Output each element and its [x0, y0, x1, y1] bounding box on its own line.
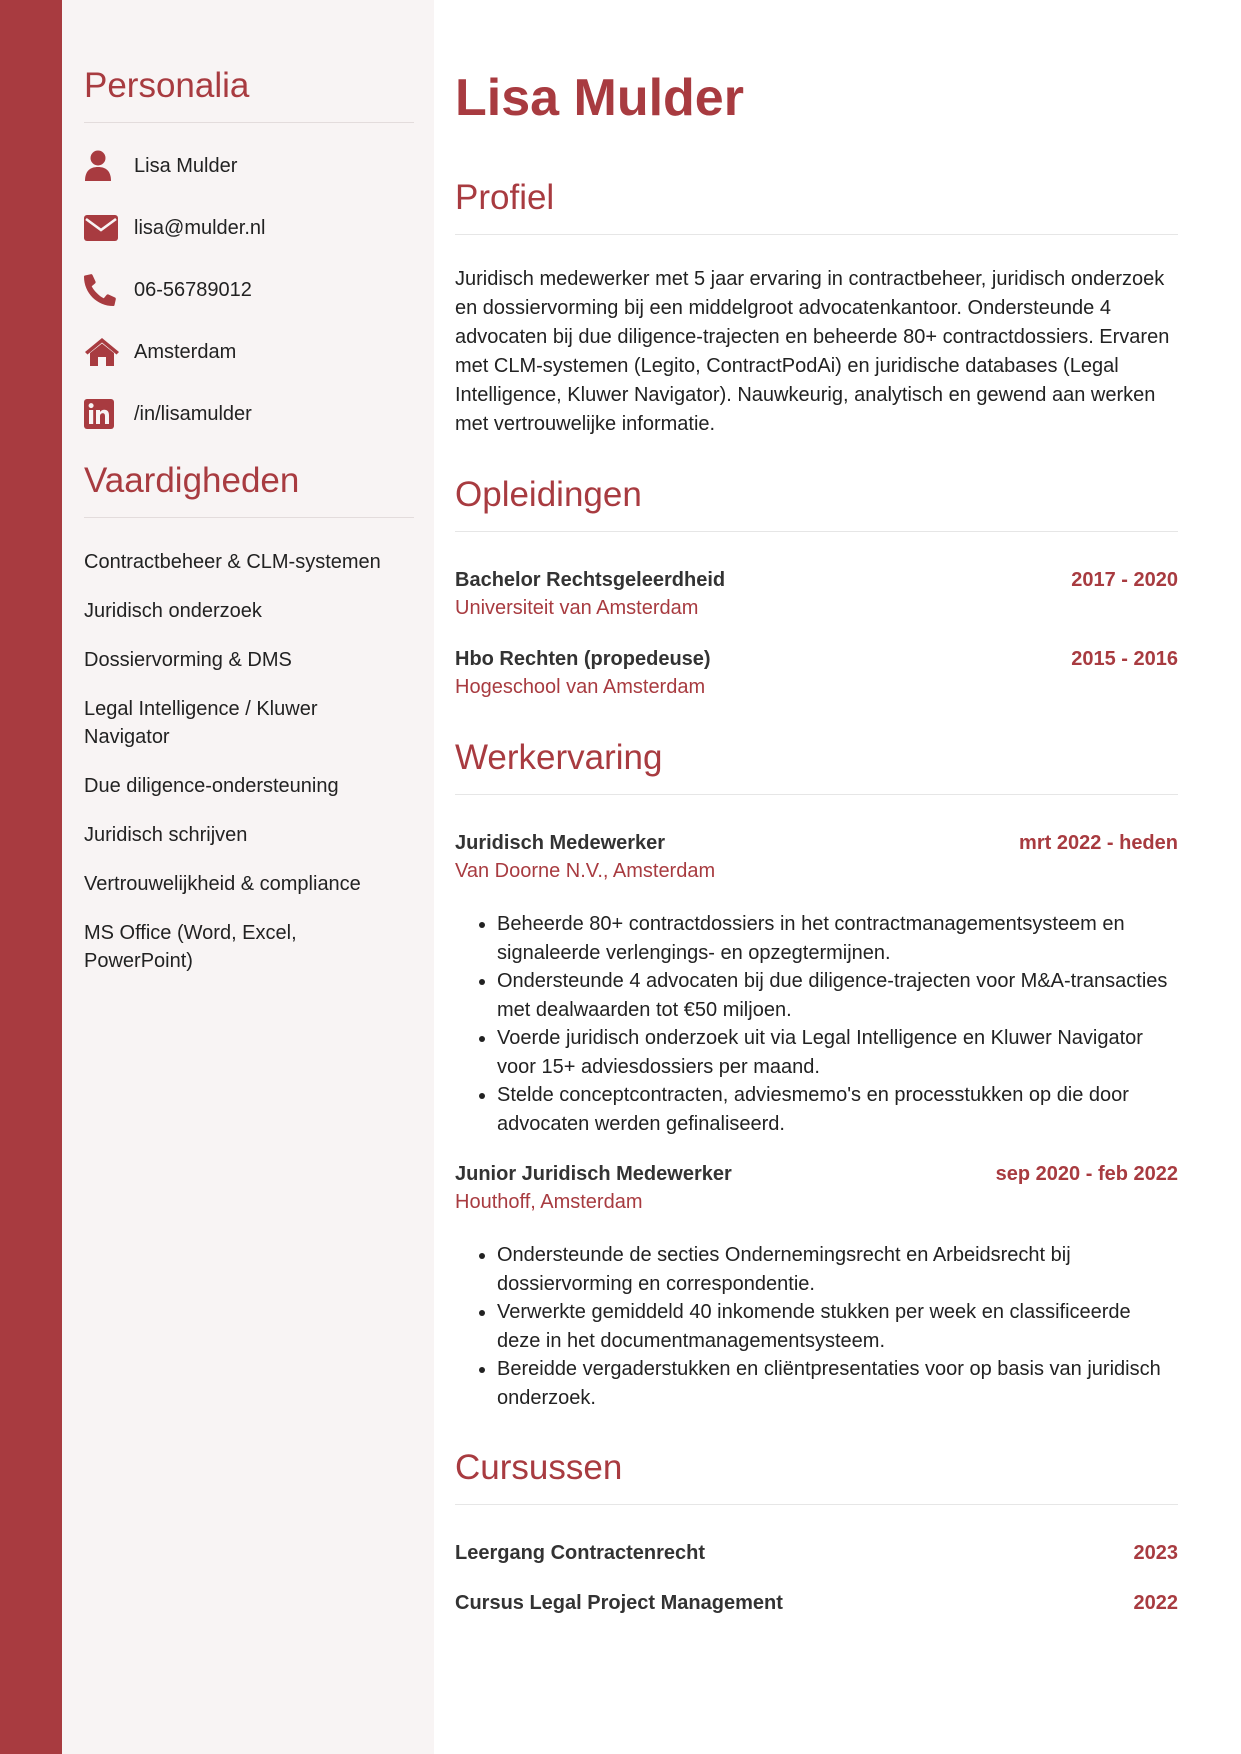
- courses-heading: Cursussen: [455, 1446, 1178, 1505]
- bullet-item: • Ondersteunde de secties Ondernemingsrecht en Arbeidsrecht bij dossiervorming en correspondentie.: [497, 1241, 1178, 1298]
- education-institution: Universiteit van Amsterdam: [455, 597, 699, 619]
- contact-linkedin[interactable]: [84, 397, 414, 431]
- contact-name: [84, 149, 414, 183]
- bullet-item: • Bereidde vergaderstukken en cliëntpresentaties voor op basis van juridisch onderzoek.: [497, 1355, 1178, 1412]
- accent-bar: [0, 0, 62, 1754]
- education-date: 2017 - 2020: [1071, 569, 1178, 591]
- contact-phone[interactable]: [84, 273, 414, 307]
- contact-email-text: lisa@mulder.nl: [134, 216, 266, 239]
- job-employer: Houthoff, Amsterdam: [455, 1191, 643, 1213]
- course-date: 2022: [1133, 1592, 1178, 1614]
- skill-item: Juridisch schrijven: [84, 824, 248, 846]
- job-date: sep 2020 - feb 2022: [995, 1163, 1178, 1185]
- skills-heading: Vaardigheden: [84, 459, 414, 518]
- skill-item: Vertrouwelijkheid & compliance: [84, 873, 361, 895]
- course-date: 2023: [1133, 1542, 1178, 1564]
- job-employer: Van Doorne N.V., Amsterdam: [455, 860, 716, 882]
- skill-item: Juridisch onderzoek: [84, 600, 262, 622]
- linkedin-icon: [84, 397, 120, 431]
- personalia-heading: Personalia: [84, 64, 414, 123]
- education-title: Hbo Rechten (propedeuse): [455, 648, 711, 670]
- bullet-item: • Ondersteunde 4 advocaten bij due diligence-trajecten voor M&A-transacties met dealwaarden tot €50 miljoen.: [497, 967, 1178, 1024]
- contact-email[interactable]: [84, 211, 414, 245]
- job-title: Juridisch Medewerker: [455, 832, 666, 854]
- job-date: mrt 2022 - heden: [1019, 832, 1178, 854]
- skill-item: MS Office (Word, Excel, PowerPoint): [84, 922, 297, 972]
- profile-text: Juridisch medewerker met 5 jaar ervaring in contractbeheer, juridisch onderzoek en dossiervorming bij een middelgroot advocatenkantoor. Ondersteunde 4 advocaten bij due diligence-trajecten en beheerde 80+ contractdossiers. Ervaren met CLM-systemen (Legito, ContractPodAi) en juridische databases (Legal Intelligence, Kluwer Navigator). Nauwkeurig, analytisch en gewend aan werken met vertrouwelijke informatie.: [455, 268, 1170, 435]
- skill-item: Legal Intelligence / Kluwer Navigator: [84, 698, 318, 748]
- course-title: Cursus Legal Project Management: [455, 1592, 783, 1614]
- education-heading: Opleidingen: [455, 473, 1178, 532]
- job-bullets: [455, 910, 1178, 1138]
- education-entry: [455, 566, 1178, 623]
- skill-item: Contractbeheer & CLM-systemen: [84, 551, 381, 573]
- education-institution: Hogeschool van Amsterdam: [455, 676, 706, 698]
- job-title: Junior Juridisch Medewerker: [455, 1163, 732, 1185]
- phone-icon: [84, 273, 120, 307]
- contact-location: [84, 335, 414, 369]
- course-title: Leergang Contractenrecht: [455, 1542, 706, 1564]
- course-entry: [455, 1539, 1178, 1567]
- candidate-name: Lisa Mulder: [455, 69, 744, 127]
- bullet-item: • Verwerkte gemiddeld 40 inkomende stukken per week en classificeerde deze in het documentmanagementsysteem.: [497, 1298, 1178, 1355]
- main-content: [455, 0, 1178, 1754]
- contact-phone-text: 06-56789012: [134, 278, 252, 301]
- job-bullets: [455, 1241, 1178, 1412]
- user-icon: [84, 149, 120, 183]
- bullet-item: • Stelde conceptcontracten, adviesmemo's en processtukken op die door advocaten werden gefinaliseerd.: [497, 1081, 1178, 1138]
- bullet-item: • Beheerde 80+ contractdossiers in het contractmanagementsysteem en signaleerde verlengings- en opzegtermijnen.: [497, 910, 1178, 967]
- profile-heading: Profiel: [455, 176, 1178, 235]
- education-title: Bachelor Rechtsgeleerdheid: [455, 569, 726, 591]
- contact-linkedin-text: /in/lisamulder: [134, 402, 252, 425]
- skill-item: Dossiervorming & DMS: [84, 649, 292, 671]
- job-entry: [455, 829, 1178, 1138]
- course-entry: [455, 1589, 1178, 1617]
- skills-list: [84, 548, 414, 975]
- bullet-item: • Voerde juridisch onderzoek uit via Legal Intelligence en Kluwer Navigator voor 15+ adviesdossiers per maand.: [497, 1024, 1178, 1081]
- skill-item: Due diligence-ondersteuning: [84, 775, 339, 797]
- education-entry: [455, 645, 1178, 702]
- envelope-icon: [84, 211, 120, 245]
- contact-name-text: Lisa Mulder: [134, 154, 238, 177]
- job-entry: [455, 1160, 1178, 1412]
- experience-heading: Werkervaring: [455, 736, 1178, 795]
- contact-list: [84, 149, 414, 431]
- home-icon: [84, 335, 120, 369]
- contact-location-text: Amsterdam: [134, 340, 237, 363]
- education-date: 2015 - 2016: [1071, 648, 1178, 670]
- sidebar: [62, 0, 434, 1754]
